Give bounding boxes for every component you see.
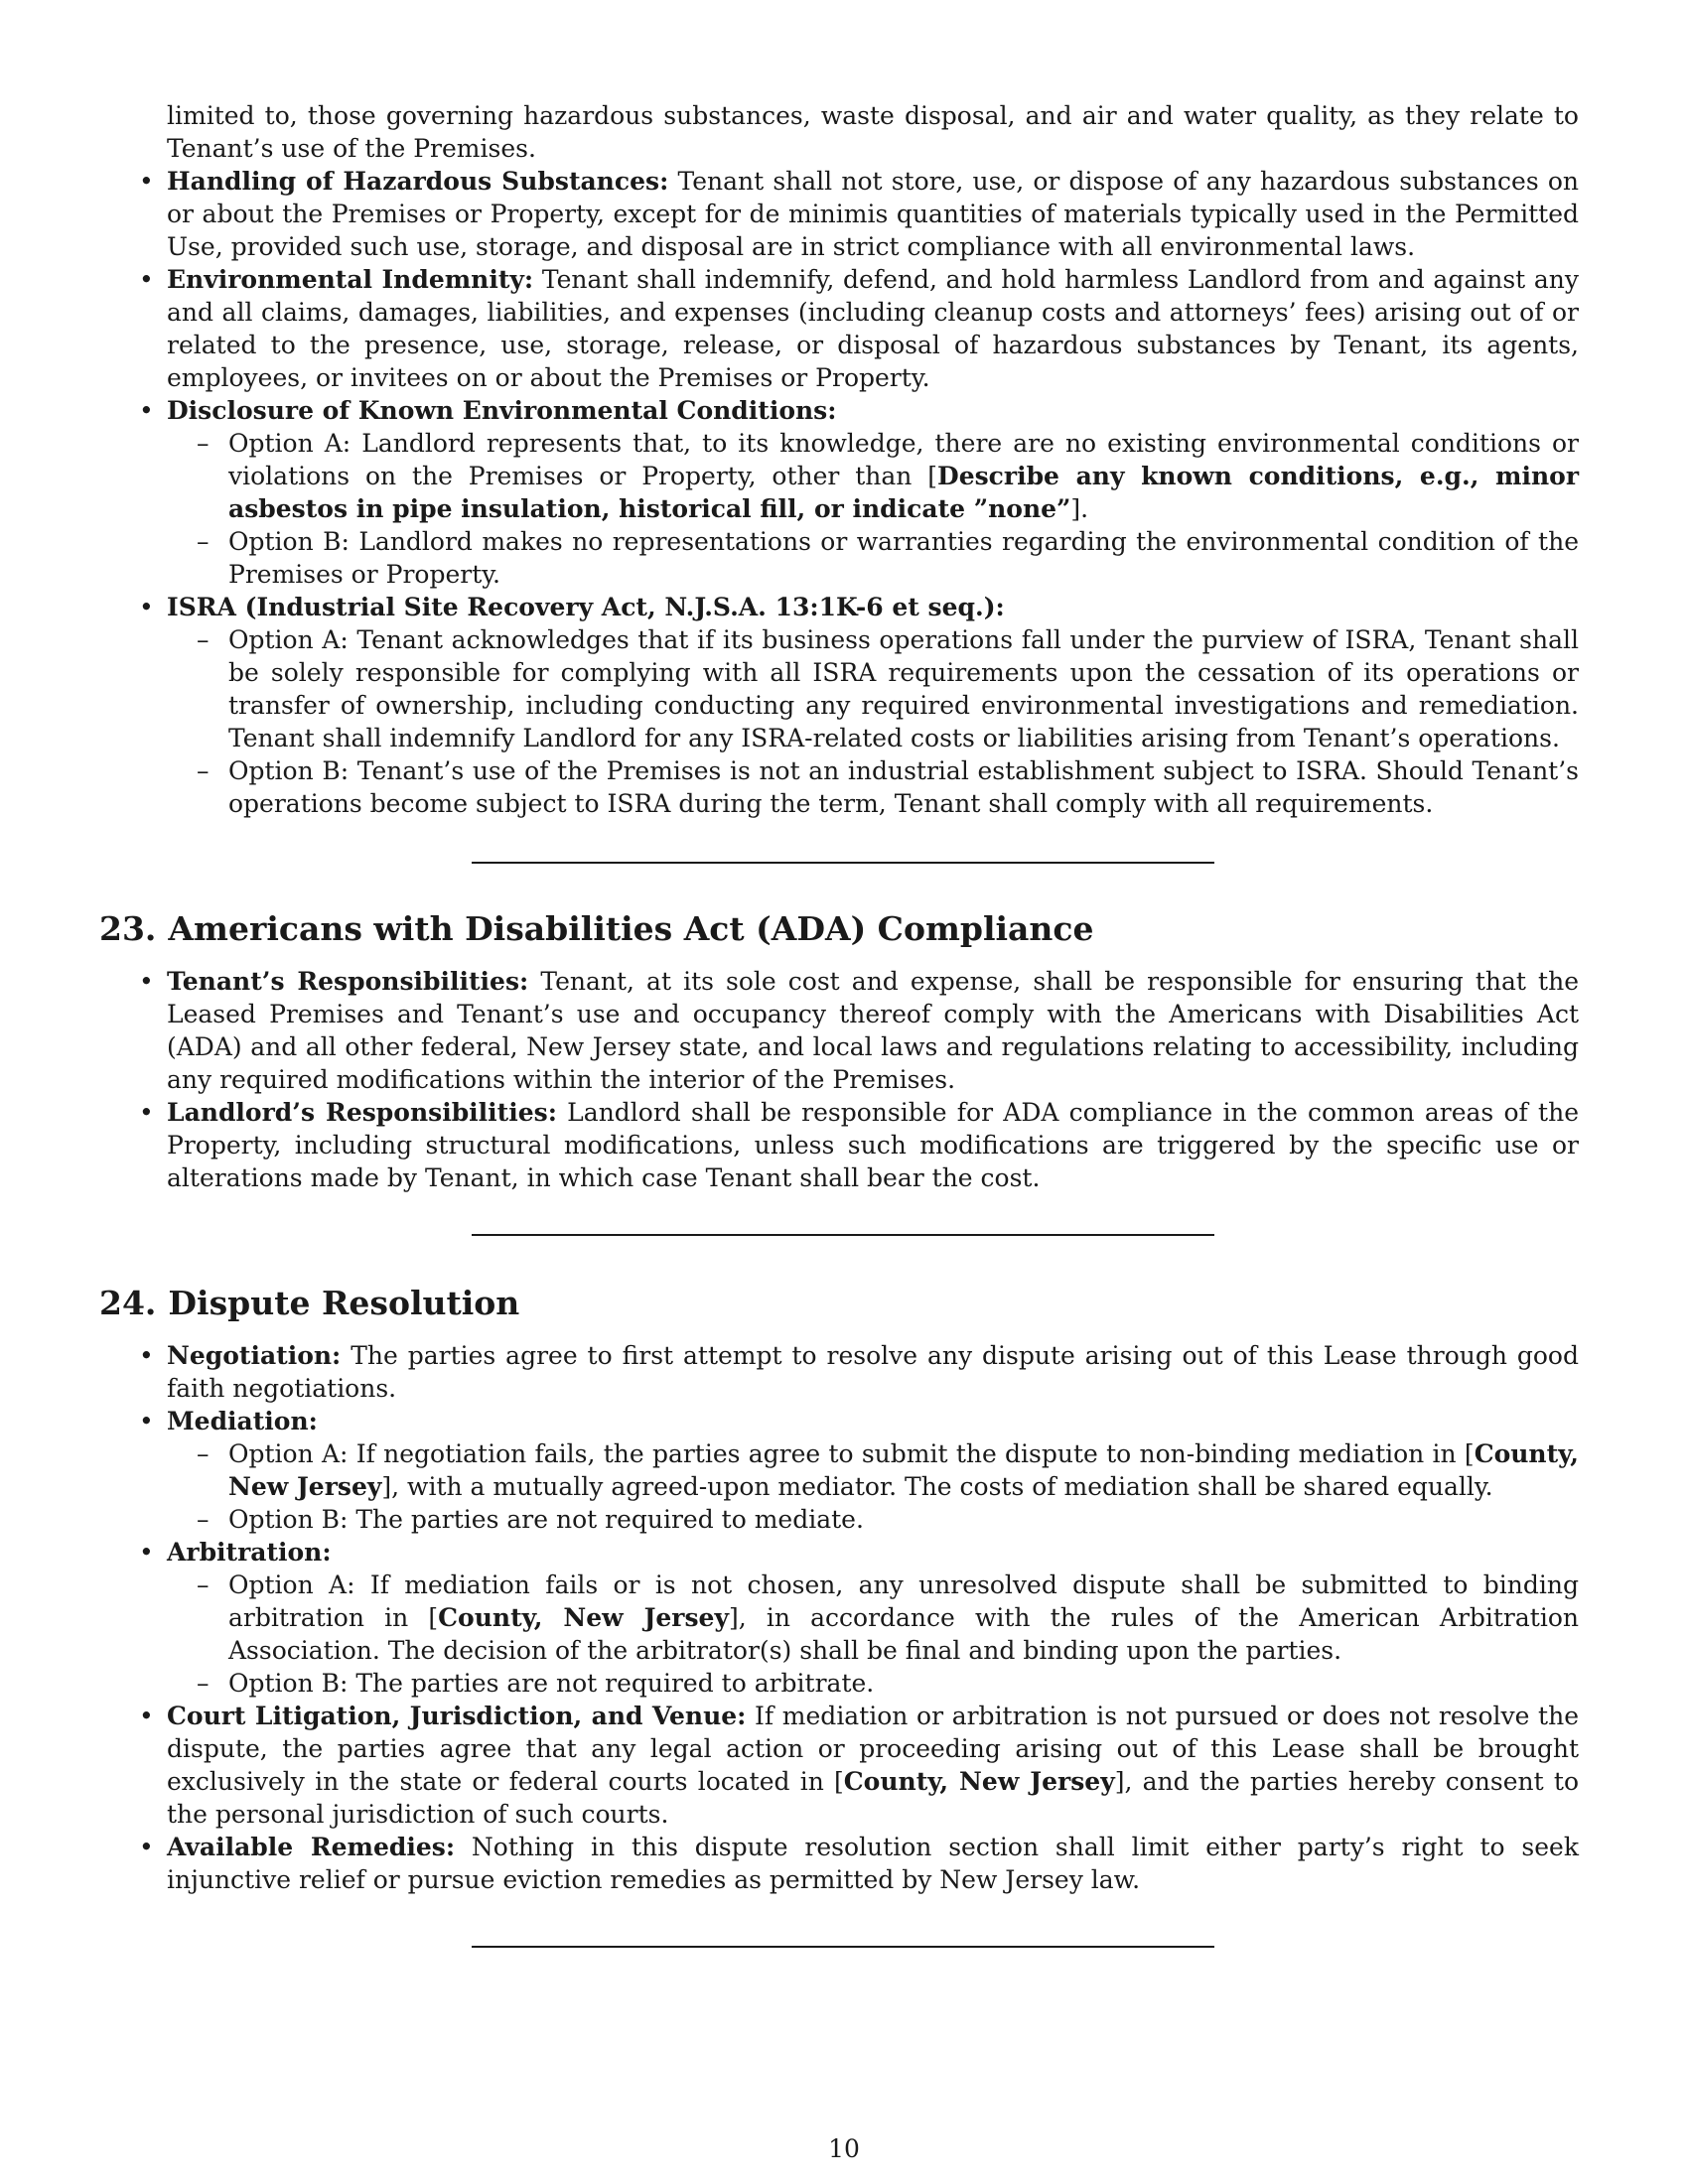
list-item-disclosure (167, 394, 1579, 591)
item-label: Landlord’s Responsibilities: (167, 1098, 557, 1127)
list-item-environmental-indemnity (167, 263, 1579, 394)
section-title: Americans with Disabilities Act (ADA) Compliance (168, 909, 1094, 948)
list-item-court-litigation (167, 1700, 1579, 1831)
option-text: Option A: If negotiation fails, the parties agree to submit the dispute to non-binding mediation in [ (228, 1439, 1475, 1468)
option-text: Option B: Tenant’s use of the Premises is not an industrial establishment subject to ISRA. Should Tenant’s operations become subject to ISRA during the term, Tenant shall comply with all requirements. (228, 756, 1579, 818)
section-heading (99, 1284, 1579, 1323)
item-label: Arbitration: (167, 1538, 332, 1567)
arbitration-options (167, 1569, 1579, 1700)
isra-options (167, 623, 1579, 820)
option-placeholder: County, New Jersey (228, 1439, 1579, 1501)
mediation-options (167, 1437, 1579, 1536)
option-text: Option B: Landlord makes no representations or warranties regarding the environmental condition of the Premises or Property. (228, 527, 1579, 589)
list-item-available-remedies (167, 1831, 1579, 1896)
item-label: Negotiation: (167, 1341, 342, 1370)
item-text: If mediation or arbitration is not pursued or does not resolve the dispute, the parties agree that any legal action or proceeding arising out of this Lease shall be brought exclusively in the state or federal courts located in [ (167, 1702, 1579, 1796)
section-24 (99, 1284, 1579, 1896)
item-label: Disclosure of Known Environmental Conditions: (167, 396, 837, 425)
item-text-end: ], and the parties hereby consent to the personal jurisdiction of such courts. (167, 1767, 1579, 1829)
arbitration-option-a (228, 1569, 1579, 1667)
section-divider (472, 1946, 1214, 1948)
disclosure-options (167, 427, 1579, 591)
option-text: Option B: The parties are not required to arbitrate. (228, 1669, 875, 1698)
item-label: Mediation: (167, 1407, 318, 1435)
option-placeholder: County, New Jersey (438, 1603, 729, 1632)
item-label: Handling of Hazardous Substances: (167, 167, 669, 196)
item-text: Nothing in this dispute resolution section shall limit either party’s right to seek injunctive relief or pursue eviction remedies as permitted by New Jersey law. (167, 1833, 1579, 1894)
section-title: Dispute Resolution (168, 1284, 520, 1322)
section-divider (472, 1234, 1214, 1236)
option-text: Option A: Landlord represents that, to its knowledge, there are no existing environmental conditions or violations on the Premises or Property, other than [ (228, 429, 1579, 490)
item-label: Tenant’s Responsibilities: (167, 967, 529, 996)
item-text: The parties agree to first attempt to resolve any dispute arising out of this Lease through good faith negotiations. (167, 1341, 1579, 1403)
item-label: Environmental Indemnity: (167, 265, 534, 294)
item-label: ISRA (Industrial Site Recovery Act, N.J.S.A. 13:1K-6 et seq.): (167, 593, 1005, 621)
option-text-end: ], in accordance with the rules of the American Arbitration Association. The decision of the arbitrator(s) shall be final and binding upon the parties. (228, 1603, 1579, 1665)
list-item-isra (167, 591, 1579, 820)
section-22-list (167, 165, 1579, 820)
list-item-arbitration (167, 1536, 1579, 1700)
option-text-end: ], with a mutually agreed-upon mediator. The costs of mediation shall be shared equally. (381, 1472, 1493, 1501)
item-label: Available Remedies: (167, 1833, 456, 1861)
list-item-negotiation (167, 1339, 1579, 1405)
disclosure-option-b (228, 525, 1579, 591)
option-text-end: ]. (1070, 494, 1089, 523)
section-22-continuation (167, 99, 1579, 820)
list-item-landlord-responsibilities (167, 1096, 1579, 1194)
item-text: Tenant, at its sole cost and expense, shall be responsible for ensuring that the Leased Premises and Tenant’s use and occupancy thereof comply with the Americans with Disabilities Act (ADA) and all other federal, New Jersey state, and local laws and regulations relating to accessibility, including any required modifications within the interior of the Premises. (167, 967, 1579, 1094)
item-text: Tenant shall not store, use, or dispose of any hazardous substances on or about the Premises or Property, except for de minimis quantities of materials typically used in the Permitted Use, provided such use, storage, and disposal are in strict compliance with all environmental laws. (167, 167, 1579, 261)
page-number: 10 (828, 2134, 860, 2163)
option-text: Option A: If mediation fails or is not chosen, any unresolved dispute shall be submitted to binding arbitration in [ (228, 1570, 1579, 1632)
continuation-paragraph: limited to, those governing hazardous substances, waste disposal, and air and water quality, as they relate to Tenant’s use of the Premises. (167, 101, 1579, 163)
arbitration-option-b (228, 1667, 1579, 1700)
item-text: Landlord shall be responsible for ADA compliance in the common areas of the Property, including structural modifications, unless such modifications are triggered by the specific use or alterations made by Tenant, in which case Tenant shall bear the cost. (167, 1098, 1580, 1192)
isra-option-a (228, 623, 1579, 754)
isra-option-b (228, 754, 1579, 820)
item-placeholder: County, New Jersey (843, 1767, 1115, 1796)
section-23-list (99, 965, 1579, 1194)
section-number: 24. (99, 1284, 157, 1322)
list-item-mediation (167, 1405, 1579, 1536)
item-text: Tenant shall indemnify, defend, and hold harmless Landlord from and against any and all claims, damages, liabilities, and expenses (including cleanup costs and attorneys’ fees) arising out of or related to the presence, use, storage, release, or disposal of hazardous substances by Tenant, its agents, employees, or invitees on or about the Premises or Property. (167, 265, 1579, 392)
option-placeholder: Describe any known conditions, e.g., minor asbestos in pipe insulation, historical fill, or indicate ”none” (228, 462, 1579, 523)
mediation-option-b (228, 1503, 1579, 1536)
option-text: Option A: Tenant acknowledges that if its business operations fall under the purview of ISRA, Tenant shall be solely responsible for complying with all ISRA requirements upon the cessation of its operations or transfer of ownership, including conducting any required environmental investigations and remediation. Tenant shall indemnify Landlord for any ISRA-related costs or liabilities arising from Tenant’s operations. (228, 625, 1579, 752)
disclosure-option-a (228, 427, 1579, 525)
section-heading (99, 909, 1579, 949)
section-divider (472, 862, 1214, 864)
section-23 (99, 909, 1579, 1194)
option-text: Option B: The parties are not required to mediate. (228, 1505, 864, 1534)
list-item-hazardous-handling (167, 165, 1579, 263)
section-number: 23. (99, 909, 157, 948)
section-24-list (99, 1339, 1579, 1896)
mediation-option-a (228, 1437, 1579, 1503)
list-item-tenant-responsibilities (167, 965, 1579, 1096)
item-label: Court Litigation, Jurisdiction, and Venue: (167, 1702, 747, 1730)
